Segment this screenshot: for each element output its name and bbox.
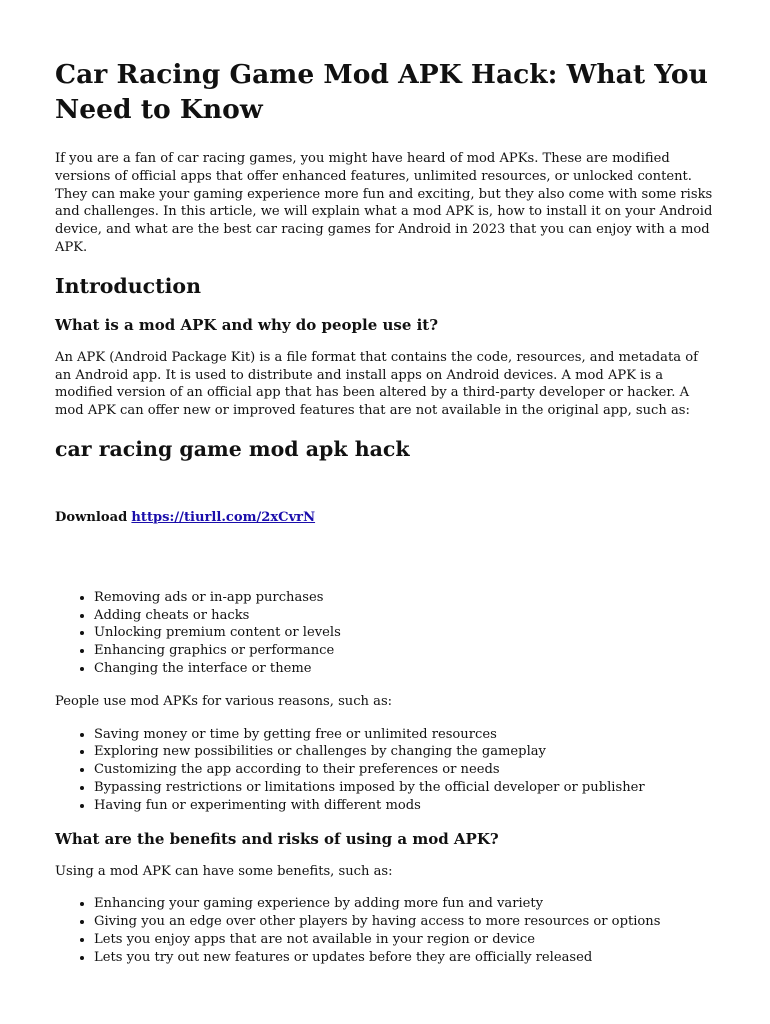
- benefits-risks-heading: What are the benefits and risks of using a mod APK?: [55, 829, 499, 848]
- benefits-paragraph: Using a mod APK can have some benefits, such as:: [55, 863, 393, 879]
- list-item: • Adding cheats or hacks: [94, 607, 716, 625]
- intro-paragraph: If you are a fan of car racing games, you might have heard of mod APKs. These are modified versions of official apps that offer enhanced features, unlimited resources, or unlocked content. They can make your gaming experience more fun and exciting, but they also come with some risks and challenges. In this article, we will explain what a mod APK is, how to install it on your Android device, and what are the best car racing games for Android in 2023 that you can enjoy with a mod APK.: [55, 151, 713, 255]
- list-item: • Giving you an edge over other players by having access to more resources or options: [94, 913, 716, 931]
- download-label: Download: [55, 509, 128, 525]
- list-item: • Changing the interface or theme: [94, 660, 716, 678]
- reasons-list: [55, 726, 716, 815]
- features-list: [55, 589, 716, 678]
- list-item: • Lets you try out new features or updates before they are officially released: [94, 949, 716, 967]
- keyword-heading: car racing game mod apk hack: [55, 436, 410, 461]
- introduction-heading: Introduction: [55, 273, 201, 298]
- list-item: • Removing ads or in-app purchases: [94, 589, 716, 607]
- page-title: Car Racing Game Mod APK Hack: What You Need to Know: [55, 59, 708, 125]
- reasons-paragraph: People use mod APKs for various reasons, such as:: [55, 693, 393, 709]
- list-item: • Unlocking premium content or levels: [94, 624, 716, 642]
- list-item: • Customizing the app according to their preferences or needs: [94, 761, 716, 779]
- list-item: • Enhancing your gaming experience by adding more fun and variety: [94, 895, 716, 913]
- what-is-mod-apk-heading: What is a mod APK and why do people use it?: [55, 315, 439, 334]
- benefits-list: [55, 895, 716, 966]
- list-item: • Saving money or time by getting free or unlimited resources: [94, 726, 716, 744]
- download-link[interactable]: https://tiurll.com/2xCvrN: [131, 509, 316, 525]
- list-item: • Exploring new possibilities or challenges by changing the gameplay: [94, 743, 716, 761]
- list-item: • Enhancing graphics or performance: [94, 642, 716, 660]
- list-item: • Lets you enjoy apps that are not available in your region or device: [94, 931, 716, 949]
- download-line: [55, 509, 716, 527]
- list-item: • Bypassing restrictions or limitations imposed by the official developer or publisher: [94, 779, 716, 797]
- apk-paragraph: An APK (Android Package Kit) is a file format that contains the code, resources, and metadata of an Android app. It is used to distribute and install apps on Android devices. A mod APK is a modified version of an official app that has been altered by a third-party developer or hacker. A mod APK can offer new or improved features that are not available in the original app, such as:: [55, 349, 698, 419]
- list-item: • Having fun or experimenting with different mods: [94, 797, 716, 815]
